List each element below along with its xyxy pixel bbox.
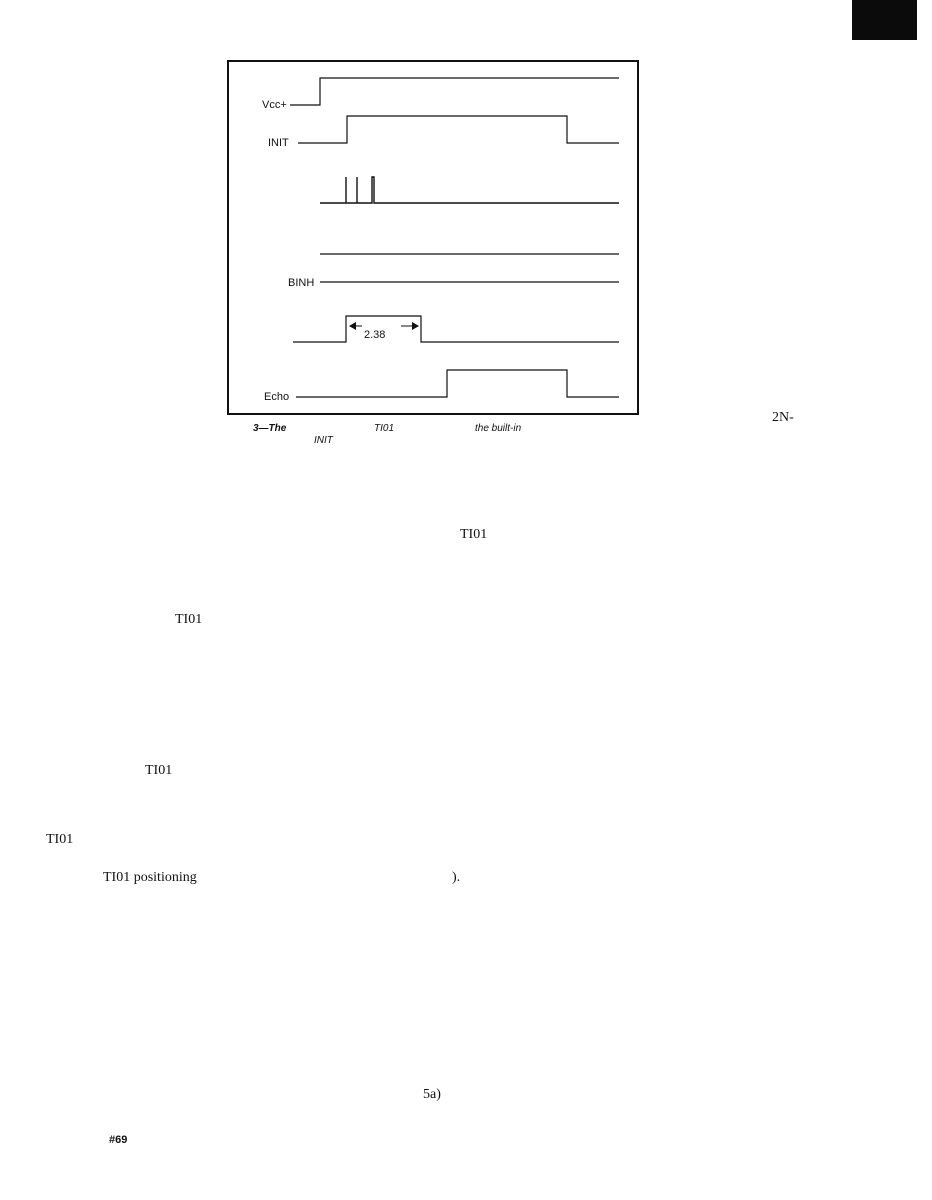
signal-label-init: INIT xyxy=(268,137,289,149)
timing-arrow-right xyxy=(412,322,419,330)
signal-trace-vcc xyxy=(290,78,619,105)
figure-caption-fragment-ti01: TI01 xyxy=(374,423,395,434)
body-text-fragment: TI01 positioning xyxy=(103,870,197,885)
signal-trace-blank xyxy=(293,316,619,342)
signal-label-vcc: Vcc+ xyxy=(262,99,287,111)
body-text-fragment: TI01 xyxy=(145,763,173,778)
signal-trace-echo xyxy=(296,370,619,397)
timing-diagram xyxy=(0,0,932,440)
timing-arrow-left xyxy=(349,322,356,330)
figure-border xyxy=(228,61,638,414)
timing-value: 2.38 xyxy=(364,329,386,341)
page-number: #69 xyxy=(109,1134,128,1146)
figure-caption-fragment-builtin: the built-in xyxy=(475,423,522,434)
body-text-fragment: TI01 xyxy=(46,832,74,847)
signal-trace-init xyxy=(298,116,619,143)
figure-caption-number: 3—The xyxy=(253,423,287,434)
body-text-fragment: ). xyxy=(452,870,461,885)
side-text-fragment: 2N- xyxy=(772,410,794,425)
body-text-fragment: 5a) xyxy=(423,1087,441,1102)
signal-label-echo: Echo xyxy=(264,391,290,403)
signal-trace-transmit xyxy=(320,177,619,203)
body-text-fragment: TI01 xyxy=(460,527,488,542)
signal-label-binh: BINH xyxy=(288,277,315,289)
body-text-fragment: TI01 xyxy=(175,612,203,627)
figure-caption-fragment-init: INIT xyxy=(314,435,333,446)
